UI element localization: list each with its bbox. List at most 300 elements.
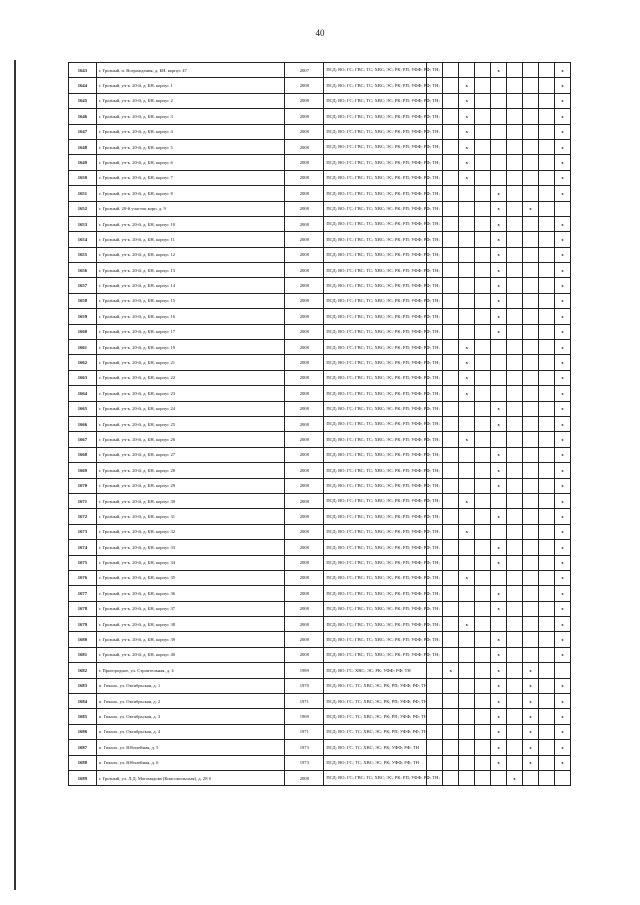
row-mark-cell [507,509,523,524]
row-mark-cell: x [554,109,570,124]
row-mark-cell [459,247,475,262]
row-mark-cell [507,201,523,216]
table-row [69,740,571,755]
table-row [69,724,571,739]
row-mark-cell: x [507,770,523,785]
row-address: г. Грозный, п. Возрождения, д. БН, корпус 47 [96,63,284,78]
row-mark-cell: x [554,493,570,508]
row-mark-cell [475,370,491,385]
row-mark-cell: x [554,509,570,524]
row-mark-cell [507,416,523,431]
row-mark-cell [443,340,459,355]
row-year: 1973 [285,740,324,755]
table-row [69,432,571,447]
row-mark-cell [491,109,507,124]
row-mark-cell [523,263,539,278]
row-mark-cell [491,432,507,447]
row-mark-cell [475,540,491,555]
row-number: 1648 [69,139,97,154]
row-mark-cell [507,740,523,755]
row-mark-cell [523,540,539,555]
row-address: п. Гикало, ул. Октябрьская, д. 1 [96,678,284,693]
row-systems: ПСД; ВО; ГС; ГВС; ТС; ХВС; ЭС; РК; РП; УФФ; РФ; ТН; [324,447,427,462]
row-mark-cell [443,170,459,185]
row-mark-cell [507,309,523,324]
row-systems: ПСД; ВО; ГС; ГВС; ТС; ХВС; ЭС; РК; РП; УФФ; РФ; ТН; [324,186,427,201]
row-systems: ПСД; ВО; ГС; ГВС; ТС; ХВС; ЭС; РК; РП; УФФ; РФ; ТН; [324,617,427,632]
row-systems: ПСД; ВО; ГС; ГВС; ТС; ХВС; ЭС; РК; РП; УФФ; РФ; ТН; [324,247,427,262]
row-mark-cell [459,509,475,524]
row-mark-cell [539,678,555,693]
row-mark-cell [475,570,491,585]
row-systems: ПСД; ВО; ГС; ГВС; ТС; ХВС; ЭС; РК; РП; УФФ; РФ; ТН; [324,340,427,355]
row-mark-cell [459,278,475,293]
row-mark-cell: x [491,201,507,216]
row-mark-cell [507,263,523,278]
row-systems: ПСД; ВО; ГС; ГВС; ТС; ХВС; ЭС; РК; РП; УФФ; РФ; ТН; [324,370,427,385]
row-mark-cell [459,463,475,478]
row-mark-cell [475,355,491,370]
row-number: 1676 [69,570,97,585]
table-row [69,770,571,785]
row-address: г. Грозный, уч-к. 20-й, д. БН, корпус 29 [96,478,284,493]
row-mark-cell [443,324,459,339]
row-mark-cell [539,324,555,339]
row-mark-cell [459,601,475,616]
row-year: 2008 [285,447,324,462]
row-mark-cell [523,324,539,339]
row-year: 1971 [285,694,324,709]
row-address: г. Грозный, уч-к. 20-й, д. БН, корпус 6 [96,155,284,170]
row-mark-cell [523,524,539,539]
row-mark-cell [523,309,539,324]
row-systems: ПСД; ВО; ГС; ГВС; ТС; ХВС; ЭС; РК; РП; УФФ; РФ; ТН; [324,386,427,401]
row-mark-cell [443,216,459,231]
row-mark-cell: x [523,740,539,755]
row-number: 1686 [69,724,97,739]
row-mark-cell [507,216,523,231]
row-mark-cell [507,278,523,293]
row-mark-cell [523,601,539,616]
row-mark-cell: x [554,478,570,493]
row-mark-cell: x [491,601,507,616]
row-number: 1666 [69,416,97,431]
table-row [69,694,571,709]
row-address: г. Грозный, уч-к. 20-й, д. БН, корпус 12 [96,247,284,262]
row-year: 2008 [285,478,324,493]
row-address: п. Гикало, ул. Юбилейная, д. 5 [96,740,284,755]
row-mark-cell: x [491,293,507,308]
row-mark-cell [475,755,491,770]
row-address: г. Грозный, уч-к. 20-й, д. БН, корпус 1 [96,78,284,93]
row-year: 2008 [285,78,324,93]
table-row [69,632,571,647]
row-mark-cell [507,555,523,570]
row-number: 1665 [69,401,97,416]
row-mark-cell [539,247,555,262]
row-mark-cell [539,447,555,462]
row-address: г. Грозный, уч-к. 20-й, д. БН, корпус 26 [96,432,284,447]
row-mark-cell [539,478,555,493]
row-address: г. Грозный, уч-к. 20-й, д. БН, корпус 37 [96,601,284,616]
row-year: 2008 [285,139,324,154]
row-mark-cell [443,93,459,108]
row-mark-cell: x [554,63,570,78]
row-mark-cell [523,247,539,262]
table-row [69,601,571,616]
row-systems: ПСД; ВО; ГС; ТС; ХВС; ЭС; РК; УФФ; РФ; ТН [324,740,427,755]
row-year: 2008 [285,216,324,231]
row-address: г. Грозный, уч-к. 20-й, д. БН, корпус 15 [96,293,284,308]
row-mark-cell: x [491,324,507,339]
row-systems: ПСД; ВО; ГС; ТС; ХВС; ЭС; РК; УФФ; РФ; ТН [324,755,427,770]
row-mark-cell [443,370,459,385]
row-mark-cell [443,309,459,324]
row-year: 2008 [285,186,324,201]
row-systems: ПСД; ВО; ГС; ТС; ХВС; ЭС; РК; РП; УФФ; РФ; ТН [324,694,427,709]
row-mark-cell: x [491,709,507,724]
row-mark-cell [539,263,555,278]
row-mark-cell: x [554,340,570,355]
row-systems: ПСД; ВО; ГС; ГВС; ТС; ХВС; ЭС; РК; РП; УФФ; РФ; ТН; [324,93,427,108]
row-year: 2008 [285,493,324,508]
row-mark-cell: x [459,617,475,632]
row-mark-cell [507,478,523,493]
row-mark-cell [475,709,491,724]
row-address: г. Грозный, ул. Л.Д. Магомадова (Комсомольская), д. 28 б [96,770,284,785]
row-number: 1687 [69,740,97,755]
row-mark-cell [443,416,459,431]
row-mark-cell: x [459,155,475,170]
row-mark-cell: x [554,463,570,478]
row-systems: ПСД; ВО; ГС; ГВС; ТС; ХВС; ЭС; РК; РП; УФФ; РФ; ТН; [324,586,427,601]
table-row [69,416,571,431]
row-mark-cell [475,478,491,493]
row-mark-cell [507,524,523,539]
row-mark-cell [491,170,507,185]
row-mark-cell [491,386,507,401]
row-mark-cell [459,324,475,339]
row-mark-cell [475,93,491,108]
row-number: 1652 [69,201,97,216]
table-row [69,355,571,370]
row-mark-cell [475,416,491,431]
row-mark-cell: x [554,93,570,108]
row-mark-cell [523,555,539,570]
row-mark-cell [443,586,459,601]
row-mark-cell [523,78,539,93]
row-number: 1659 [69,309,97,324]
row-number: 1647 [69,124,97,139]
row-year: 2008 [285,555,324,570]
row-mark-cell [523,109,539,124]
row-mark-cell: x [554,632,570,647]
row-mark-cell [539,647,555,662]
row-mark-cell [539,139,555,154]
table-row [69,493,571,508]
row-address: г. Грозный, уч-к. 20-й, д. БН, корпус 3 [96,109,284,124]
row-number: 1667 [69,432,97,447]
row-number: 1680 [69,632,97,647]
row-mark-cell [475,555,491,570]
row-mark-cell: x [459,124,475,139]
table-row [69,555,571,570]
row-mark-cell: x [491,586,507,601]
row-mark-cell [539,340,555,355]
row-mark-cell [507,540,523,555]
row-systems: ПСД; ВО; ГС; ГВС; ТС; ХВС; ЭС; РК; РП; УФФ; РФ; ТН; [324,416,427,431]
table-row [69,216,571,231]
row-number: 1681 [69,647,97,662]
row-mark-cell [507,93,523,108]
row-mark-cell [427,663,443,678]
row-mark-cell [539,770,555,785]
row-mark-cell [523,386,539,401]
row-mark-cell [491,340,507,355]
row-systems: ПСД; ВО; ГС; ГВС; ТС; ХВС; ЭС; РК; РП; УФФ; РФ; ТН; [324,216,427,231]
row-systems: ПСД; ВО; ГС; ГВС; ТС; ХВС; ЭС; РК; РП; УФФ; РФ; ТН; [324,493,427,508]
row-mark-cell: x [554,678,570,693]
row-mark-cell [443,555,459,570]
table-row [69,201,571,216]
row-mark-cell: x [554,370,570,385]
row-mark-cell [523,617,539,632]
row-mark-cell [443,401,459,416]
row-systems: ПСД; ВО; ГС; ГВС; ТС; ХВС; ЭС; РК; РП; УФФ; РФ; ТН; [324,570,427,585]
table-row [69,109,571,124]
row-mark-cell [443,63,459,78]
row-year: 2008 [285,263,324,278]
row-mark-cell [523,278,539,293]
row-mark-cell [523,124,539,139]
row-mark-cell [507,63,523,78]
row-mark-cell: x [459,493,475,508]
row-address: г. Грозный, уч-к. 20-й, д. БН, корпус 17 [96,324,284,339]
row-mark-cell: x [491,509,507,524]
row-mark-cell [443,755,459,770]
row-mark-cell [523,216,539,231]
row-systems: ПСД; ВО; ГС; ГВС; ТС; ХВС; ЭС; РК; РП; УФФ; РФ; ТН; [324,78,427,93]
row-year: 2008 [285,293,324,308]
row-address: г. Грозный, уч-к. 20-й, д. БН, корпус 25 [96,416,284,431]
row-mark-cell [539,78,555,93]
row-number: 1653 [69,216,97,231]
table-row [69,570,571,585]
row-mark-cell [443,386,459,401]
row-mark-cell: x [491,694,507,709]
row-mark-cell [507,155,523,170]
row-mark-cell [443,709,459,724]
row-year: 1971 [285,724,324,739]
row-mark-cell [507,617,523,632]
row-mark-cell [459,63,475,78]
row-mark-cell [443,155,459,170]
row-systems: ПСД; ВО; ГС; ГВС; ТС; ХВС; ЭС; РК; РП; УФФ; РФ; ТН; [324,293,427,308]
row-mark-cell [523,416,539,431]
row-year: 2008 [285,170,324,185]
row-number: 1689 [69,770,97,785]
row-mark-cell: x [459,370,475,385]
row-mark-cell [475,139,491,154]
row-mark-cell [475,586,491,601]
row-year: 2008 [285,524,324,539]
row-mark-cell [491,370,507,385]
row-mark-cell [475,447,491,462]
row-mark-cell [491,617,507,632]
row-systems: ПСД; ВО; ГС; ГВС; ТС; ХВС; ЭС; РК; РП; УФФ; РФ; ТН; [324,263,427,278]
row-mark-cell: x [491,678,507,693]
row-mark-cell: x [523,724,539,739]
row-mark-cell [443,139,459,154]
row-mark-cell: x [554,324,570,339]
row-year: 2008 [285,416,324,431]
row-mark-cell [523,355,539,370]
row-year: 1969 [285,709,324,724]
row-mark-cell [539,109,555,124]
row-systems: ПСД; ВО; ГС; ТС; ХВС; ЭС; РК; РП; УФФ; РФ; ТН [324,724,427,739]
row-mark-cell [475,309,491,324]
row-number: 1649 [69,155,97,170]
row-mark-cell [459,540,475,555]
row-year: 2008 [285,509,324,524]
row-mark-cell: x [554,139,570,154]
row-mark-cell: x [459,386,475,401]
row-address: п. Гикало, ул. Октябрьская, д. 2 [96,694,284,709]
row-mark-cell: x [491,447,507,462]
row-mark-cell: x [491,401,507,416]
row-mark-cell [443,509,459,524]
row-address: г. Грозный, уч-к. 20-й, д. БН, корпус 21 [96,355,284,370]
row-mark-cell [443,493,459,508]
row-mark-cell [523,770,539,785]
row-mark-cell [523,493,539,508]
row-mark-cell: x [491,647,507,662]
row-systems: ПСД; ВО; ГС; ГВС; ТС; ХВС; ЭС; РК; РП; УФФ; РФ; ТН; [324,509,427,524]
row-number: 1679 [69,617,97,632]
table-row [69,263,571,278]
row-mark-cell [507,139,523,154]
row-number: 1671 [69,493,97,508]
row-mark-cell [475,524,491,539]
row-mark-cell: x [523,694,539,709]
row-mark-cell [507,493,523,508]
row-systems: ПСД; ВО; ГС; ХВС; ЭС; РК; УФФ; РФ; ТН [324,663,427,678]
row-mark-cell: x [554,601,570,616]
row-mark-cell: x [554,124,570,139]
row-mark-cell [459,632,475,647]
row-mark-cell [554,201,570,216]
row-mark-cell [507,647,523,662]
row-systems: ПСД; ВО; ГС; ГВС; ТС; ХВС; ЭС; РК; РП; УФФ; РФ; ТН; [324,170,427,185]
row-year: 2008 [285,124,324,139]
row-number: 1684 [69,694,97,709]
row-mark-cell [475,663,491,678]
row-mark-cell: x [554,170,570,185]
row-address: г. Грозный, уч-к. 20-й, д. БН, корпус 27 [96,447,284,462]
row-mark-cell: x [491,416,507,431]
row-mark-cell [491,124,507,139]
row-mark-cell [507,232,523,247]
row-address: г. Грозный, уч-к. 20-й, д. БН, корпус 23 [96,386,284,401]
row-mark-cell: x [523,201,539,216]
table-row [69,63,571,78]
row-mark-cell [539,632,555,647]
row-mark-cell [475,340,491,355]
row-mark-cell: x [554,524,570,539]
table-row [69,540,571,555]
row-year: 2008 [285,463,324,478]
row-mark-cell [507,186,523,201]
row-mark-cell [443,447,459,462]
row-mark-cell: x [554,216,570,231]
row-address: г. Грозный, уч-к. 20-й, д. БН, корпус 14 [96,278,284,293]
table-row [69,709,571,724]
row-number: 1688 [69,755,97,770]
row-mark-cell [539,493,555,508]
row-number: 1654 [69,232,97,247]
row-mark-cell [539,386,555,401]
row-mark-cell [507,632,523,647]
row-mark-cell: x [554,447,570,462]
row-mark-cell [443,78,459,93]
row-number: 1662 [69,355,97,370]
row-mark-cell [475,509,491,524]
table-row [69,478,571,493]
row-year: 1970 [285,678,324,693]
row-mark-cell [523,370,539,385]
row-mark-cell: x [491,755,507,770]
row-mark-cell [539,216,555,231]
row-mark-cell [459,678,475,693]
row-mark-cell [491,570,507,585]
row-mark-cell [443,186,459,201]
row-mark-cell [443,263,459,278]
row-number: 1660 [69,324,97,339]
row-mark-cell [443,247,459,262]
row-mark-cell: x [554,278,570,293]
row-mark-cell: x [459,340,475,355]
row-mark-cell [459,755,475,770]
row-mark-cell [523,186,539,201]
table-row [69,509,571,524]
row-mark-cell [459,201,475,216]
row-mark-cell [523,463,539,478]
row-mark-cell [539,555,555,570]
row-year: 2008 [285,324,324,339]
row-mark-cell: x [554,432,570,447]
row-mark-cell [475,617,491,632]
row-number: 1657 [69,278,97,293]
row-mark-cell [523,447,539,462]
row-mark-cell [491,355,507,370]
row-number: 1685 [69,709,97,724]
row-address: г. Грозный, уч-к. 20-й, д. БН, корпус 10 [96,216,284,231]
row-number: 1643 [69,63,97,78]
row-number: 1669 [69,463,97,478]
row-mark-cell [554,770,570,785]
table-row [69,93,571,108]
row-mark-cell [539,201,555,216]
table-row [69,247,571,262]
row-address: п. Гикало, ул. Октябрьская, д. 3 [96,709,284,724]
table-row [69,617,571,632]
row-mark-cell [475,186,491,201]
row-mark-cell: x [554,309,570,324]
row-systems: ПСД; ВО; ГС; ГВС; ТС; ХВС; ЭС; РК; РП; УФФ; РФ; ТН; [324,770,427,785]
row-mark-cell: x [554,694,570,709]
row-mark-cell [539,401,555,416]
row-mark-cell: x [491,278,507,293]
